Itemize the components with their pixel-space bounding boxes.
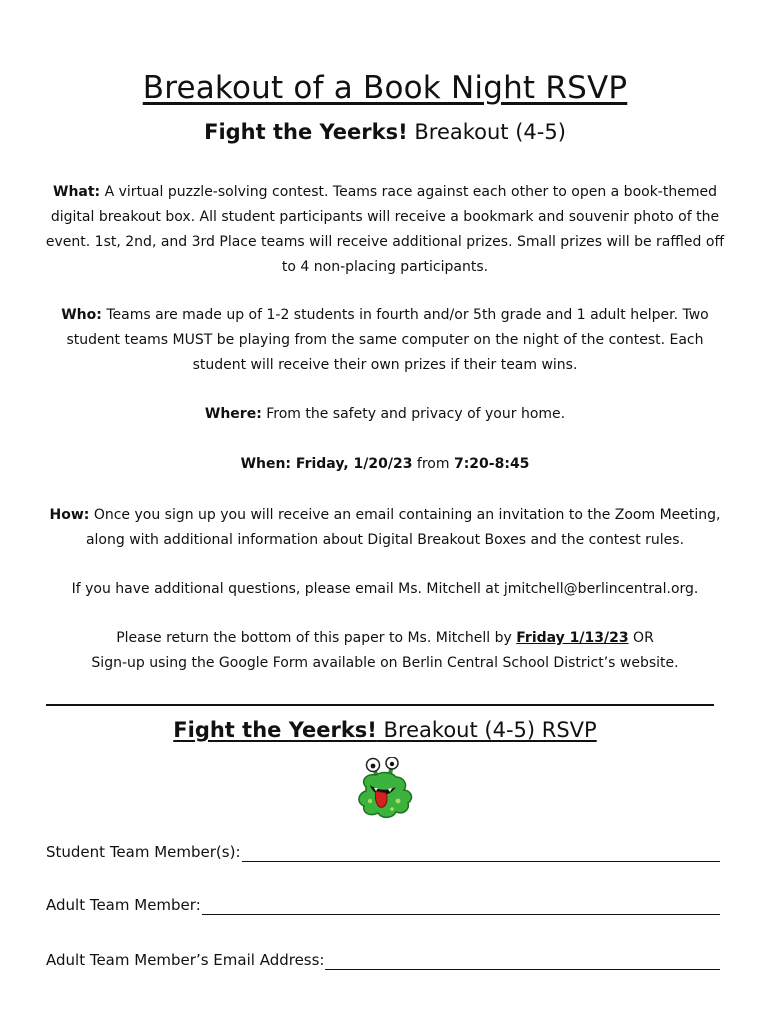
where-text: From the safety and privacy of your home. (261, 406, 566, 422)
when-paragraph (40, 452, 730, 477)
subtitle-bold: Fight the Yeerks! (204, 120, 408, 144)
who-paragraph (40, 303, 730, 378)
rsvp-heading-rest: Breakout (4-5) RSVP (376, 718, 597, 742)
subtitle-rest: Breakout (4-5) (407, 120, 566, 144)
event-subtitle (0, 120, 770, 144)
return-deadline: Friday 1/13/23 (516, 630, 629, 646)
questions-paragraph: If you have additional questions, please email Ms. Mitchell at jmitchell@berlincentral.org. (71, 581, 699, 597)
where-label: Where: (204, 406, 262, 422)
return-paragraph (40, 626, 730, 676)
adult-email-field[interactable] (46, 946, 720, 970)
adult-team-member-label: Adult Team Member: (46, 896, 201, 914)
student-team-member-blank[interactable] (242, 843, 720, 862)
what-text: A virtual puzzle-solving contest. Teams race against each other to open a book-themed digital breakout box. All student participants will receive a bookmark and souvenir photo of the event. 1st, 2nd, and 3rd Place teams will receive additional prizes. Small prizes will be raffled off to 4 non-placing participants. (45, 184, 725, 275)
return-line2: Sign-up using the Google Form available on Berlin Central School District’s website. (91, 655, 679, 671)
return-before: Please return the bottom of this paper to Ms. Mitchell by (116, 630, 517, 646)
return-after: OR (628, 630, 654, 646)
rsvp-heading-bold: Fight the Yeerks! (173, 718, 377, 742)
adult-team-member-blank[interactable] (202, 896, 720, 915)
adult-email-label: Adult Team Member’s Email Address: (46, 951, 325, 969)
when-time: 7:20-8:45 (453, 456, 530, 472)
adult-email-blank[interactable] (325, 951, 720, 970)
student-team-member-label: Student Team Member(s): (46, 843, 241, 861)
rsvp-heading (0, 718, 770, 742)
who-label: Who: (61, 307, 102, 323)
how-text: Once you sign up you will receive an email containing an invitation to the Zoom Meeting, along with additional information about Digital Breakout Boxes and the contest rules. (85, 507, 721, 548)
what-label: What: (53, 184, 101, 200)
who-text: Teams are made up of 1-2 students in fourth and/or 5th grade and 1 adult helper. Two student teams MUST be playing from the same computer on the night of the contest. Each student will receive their own prizes if their team wins. (66, 307, 709, 373)
how-label: How: (49, 507, 90, 523)
page-title: Breakout of a Book Night RSVP (142, 70, 628, 106)
where-paragraph (40, 402, 730, 427)
yeerk-monster-icon (352, 757, 418, 821)
cut-line-divider (46, 704, 714, 706)
adult-team-member-field[interactable] (46, 891, 720, 915)
how-paragraph (40, 503, 730, 553)
what-paragraph (40, 180, 730, 280)
student-team-member-field[interactable] (46, 838, 720, 862)
when-middle: from (412, 456, 454, 472)
when-label: When: Friday, 1/20/23 (240, 456, 413, 472)
